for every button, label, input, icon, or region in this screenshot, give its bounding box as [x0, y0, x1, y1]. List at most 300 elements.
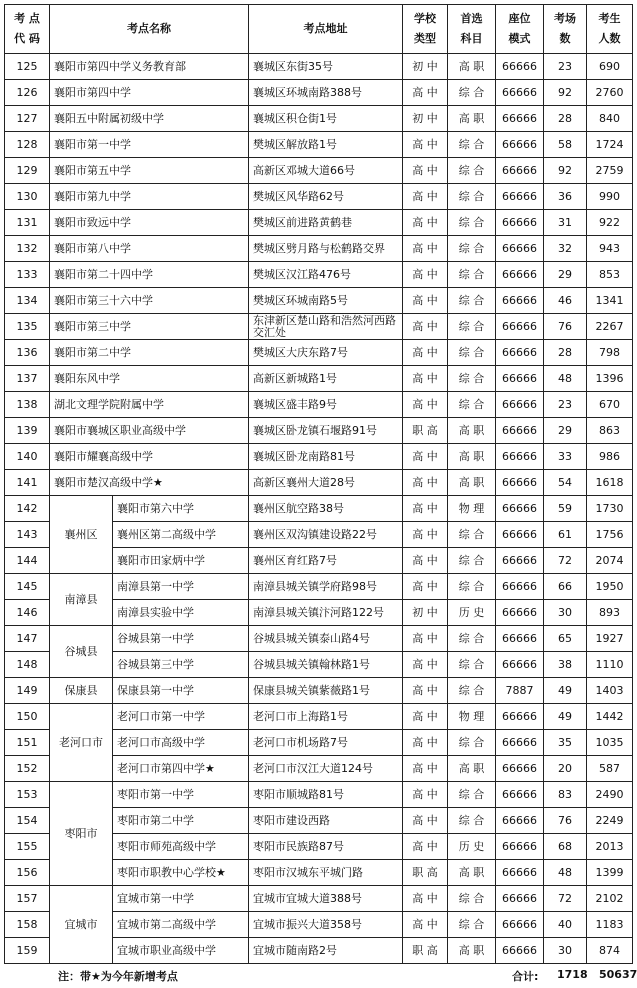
cell-school-type: 高 中: [403, 912, 448, 938]
cell-name: 襄阳市第二中学: [50, 340, 249, 366]
cell-address: 樊城区大庆东路7号: [249, 340, 403, 366]
cell-name: 襄阳市致远中学: [50, 210, 249, 236]
cell-code: 143: [5, 522, 50, 548]
cell-subject: 综 合: [448, 522, 496, 548]
cell-seat-mode: 66666: [496, 912, 544, 938]
cell-rooms: 32: [544, 236, 587, 262]
cell-code: 133: [5, 262, 50, 288]
cell-region: 南漳县: [50, 574, 113, 626]
cell-subject: 综 合: [448, 808, 496, 834]
cell-subject: 高 职: [448, 444, 496, 470]
table-row: [5, 704, 633, 730]
cell-region: 枣阳市: [50, 782, 113, 886]
cell-code: 151: [5, 730, 50, 756]
cell-school-type: 高 中: [403, 184, 448, 210]
cell-subject: 高 职: [448, 938, 496, 964]
cell-subject: 综 合: [448, 730, 496, 756]
cell-name: 襄阳市第八中学: [50, 236, 249, 262]
cell-code: 141: [5, 470, 50, 496]
cell-students: 1183: [587, 912, 633, 938]
cell-address: 高新区邓城大道66号: [249, 158, 403, 184]
cell-school-type: 高 中: [403, 366, 448, 392]
cell-students: 2267: [587, 314, 633, 340]
cell-students: 2074: [587, 548, 633, 574]
cell-name: 襄州区第二高级中学: [113, 522, 249, 548]
cell-subject: 综 合: [448, 652, 496, 678]
cell-code: 135: [5, 314, 50, 340]
cell-rooms: 48: [544, 860, 587, 886]
cell-seat-mode: 66666: [496, 54, 544, 80]
cell-name: 枣阳市师苑高级中学: [113, 834, 249, 860]
table-row: [5, 366, 633, 392]
cell-rooms: 31: [544, 210, 587, 236]
header-address: 考点地址: [249, 5, 403, 54]
cell-rooms: 72: [544, 886, 587, 912]
cell-school-type: 高 中: [403, 548, 448, 574]
cell-code: 155: [5, 834, 50, 860]
cell-school-type: 高 中: [403, 262, 448, 288]
cell-school-type: 初 中: [403, 54, 448, 80]
cell-school-type: 高 中: [403, 522, 448, 548]
cell-name: 谷城县第三中学: [113, 652, 249, 678]
cell-students: 1396: [587, 366, 633, 392]
cell-address: 樊城区劈月路与松鹤路交界: [249, 236, 403, 262]
cell-seat-mode: 66666: [496, 834, 544, 860]
cell-code: 152: [5, 756, 50, 782]
cell-code: 136: [5, 340, 50, 366]
cell-rooms: 92: [544, 80, 587, 106]
table-row: [5, 340, 633, 366]
header-seat-mode: 座位 模式: [496, 5, 544, 54]
cell-school-type: 高 中: [403, 158, 448, 184]
cell-students: 1399: [587, 860, 633, 886]
cell-name: 湖北文理学院附属中学: [50, 392, 249, 418]
cell-address: 南漳县城关镇汴河路122号: [249, 600, 403, 626]
cell-subject: 综 合: [448, 158, 496, 184]
cell-seat-mode: 66666: [496, 236, 544, 262]
cell-code: 154: [5, 808, 50, 834]
cell-seat-mode: 66666: [496, 600, 544, 626]
cell-subject: 综 合: [448, 184, 496, 210]
cell-rooms: 28: [544, 340, 587, 366]
cell-address: 谷城县城关镇翰林路1号: [249, 652, 403, 678]
cell-school-type: 高 中: [403, 886, 448, 912]
cell-students: 2759: [587, 158, 633, 184]
cell-students: 1442: [587, 704, 633, 730]
cell-rooms: 49: [544, 678, 587, 704]
cell-code: 148: [5, 652, 50, 678]
cell-address: 枣阳市建设西路: [249, 808, 403, 834]
cell-school-type: 高 中: [403, 496, 448, 522]
cell-rooms: 65: [544, 626, 587, 652]
footer-note: 注：带★为今年新增考点: [58, 970, 178, 983]
cell-school-type: 高 中: [403, 392, 448, 418]
cell-code: 158: [5, 912, 50, 938]
cell-code: 150: [5, 704, 50, 730]
table-row: [5, 236, 633, 262]
table-row: [5, 678, 633, 704]
cell-name: 枣阳市第二中学: [113, 808, 249, 834]
cell-name: 枣阳市第一中学: [113, 782, 249, 808]
table-row: [5, 314, 633, 340]
cell-name: 襄阳市第九中学: [50, 184, 249, 210]
cell-school-type: 高 中: [403, 756, 448, 782]
cell-seat-mode: 66666: [496, 652, 544, 678]
cell-rooms: 23: [544, 54, 587, 80]
cell-subject: 综 合: [448, 678, 496, 704]
cell-address: 襄城区盛丰路9号: [249, 392, 403, 418]
cell-students: 2490: [587, 782, 633, 808]
cell-seat-mode: 66666: [496, 860, 544, 886]
cell-subject: 高 职: [448, 756, 496, 782]
cell-name: 襄阳市第五中学: [50, 158, 249, 184]
cell-subject: 综 合: [448, 392, 496, 418]
cell-name: 襄阳五中附属初级中学: [50, 106, 249, 132]
cell-address: 南漳县城关镇学府路98号: [249, 574, 403, 600]
cell-name: 宜城市职业高级中学: [113, 938, 249, 964]
cell-subject: 历 史: [448, 834, 496, 860]
cell-name: 襄阳市第四中学义务教育部: [50, 54, 249, 80]
cell-school-type: 高 中: [403, 574, 448, 600]
table-row: [5, 392, 633, 418]
cell-rooms: 92: [544, 158, 587, 184]
cell-seat-mode: 66666: [496, 938, 544, 964]
cell-name: 枣阳市职教中心学校★: [113, 860, 249, 886]
cell-code: 140: [5, 444, 50, 470]
cell-code: 132: [5, 236, 50, 262]
cell-seat-mode: 66666: [496, 210, 544, 236]
cell-school-type: 高 中: [403, 834, 448, 860]
cell-subject: 高 职: [448, 106, 496, 132]
cell-rooms: 46: [544, 288, 587, 314]
cell-seat-mode: 66666: [496, 366, 544, 392]
table-row: [5, 158, 633, 184]
cell-subject: 历 史: [448, 600, 496, 626]
cell-students: 587: [587, 756, 633, 782]
cell-address: 宜城市振兴大道358号: [249, 912, 403, 938]
cell-name: 老河口市高级中学: [113, 730, 249, 756]
cell-school-type: 高 中: [403, 340, 448, 366]
cell-rooms: 33: [544, 444, 587, 470]
cell-seat-mode: 66666: [496, 444, 544, 470]
cell-code: 130: [5, 184, 50, 210]
cell-name: 襄阳市襄城区职业高级中学: [50, 418, 249, 444]
cell-address: 襄州区航空路38号: [249, 496, 403, 522]
table-row: [5, 262, 633, 288]
cell-address: 樊城区解放路1号: [249, 132, 403, 158]
cell-code: 137: [5, 366, 50, 392]
cell-name: 南漳县第一中学: [113, 574, 249, 600]
cell-students: 893: [587, 600, 633, 626]
cell-rooms: 35: [544, 730, 587, 756]
cell-students: 670: [587, 392, 633, 418]
cell-subject: 综 合: [448, 574, 496, 600]
cell-subject: 综 合: [448, 288, 496, 314]
cell-subject: 高 职: [448, 54, 496, 80]
table-row: [5, 80, 633, 106]
cell-code: 134: [5, 288, 50, 314]
cell-address: 襄州区育红路7号: [249, 548, 403, 574]
cell-address: 襄城区卧龙南路81号: [249, 444, 403, 470]
cell-name: 谷城县第一中学: [113, 626, 249, 652]
cell-subject: 高 职: [448, 418, 496, 444]
cell-address: 枣阳市民族路87号: [249, 834, 403, 860]
cell-subject: 综 合: [448, 548, 496, 574]
cell-students: 990: [587, 184, 633, 210]
cell-rooms: 23: [544, 392, 587, 418]
cell-seat-mode: 66666: [496, 392, 544, 418]
cell-students: 922: [587, 210, 633, 236]
cell-name: 宜城市第二高级中学: [113, 912, 249, 938]
cell-code: 127: [5, 106, 50, 132]
cell-seat-mode: 66666: [496, 626, 544, 652]
cell-rooms: 76: [544, 314, 587, 340]
cell-subject: 高 职: [448, 860, 496, 886]
header-code: 考 点 代 码: [5, 5, 50, 54]
total-rooms: 1718: [557, 968, 588, 981]
cell-school-type: 高 中: [403, 470, 448, 496]
cell-students: 1950: [587, 574, 633, 600]
cell-region: 谷城县: [50, 626, 113, 678]
cell-seat-mode: 66666: [496, 80, 544, 106]
cell-seat-mode: 66666: [496, 808, 544, 834]
table-row: [5, 132, 633, 158]
cell-rooms: 36: [544, 184, 587, 210]
cell-region: 襄州区: [50, 496, 113, 574]
header-subject: 首选 科目: [448, 5, 496, 54]
cell-rooms: 28: [544, 106, 587, 132]
cell-region: 保康县: [50, 678, 113, 704]
cell-address: 高新区新城路1号: [249, 366, 403, 392]
cell-address: 老河口市机场路7号: [249, 730, 403, 756]
table-body: [5, 54, 633, 964]
table-row: [5, 496, 633, 522]
cell-seat-mode: 66666: [496, 730, 544, 756]
total-students: 50637: [599, 968, 637, 981]
cell-school-type: 高 中: [403, 652, 448, 678]
cell-rooms: 48: [544, 366, 587, 392]
cell-school-type: 初 中: [403, 106, 448, 132]
cell-address: 襄州区双沟镇建设路22号: [249, 522, 403, 548]
cell-address: 枣阳市汉城东平城门路: [249, 860, 403, 886]
cell-students: 1341: [587, 288, 633, 314]
cell-school-type: 高 中: [403, 808, 448, 834]
cell-seat-mode: 66666: [496, 418, 544, 444]
cell-rooms: 38: [544, 652, 587, 678]
cell-students: 1724: [587, 132, 633, 158]
cell-code: 129: [5, 158, 50, 184]
header-school-type: 学校 类型: [403, 5, 448, 54]
cell-rooms: 61: [544, 522, 587, 548]
cell-name: 襄阳市第二十四中学: [50, 262, 249, 288]
cell-name: 保康县第一中学: [113, 678, 249, 704]
cell-code: 159: [5, 938, 50, 964]
cell-address: 老河口市上海路1号: [249, 704, 403, 730]
table-row: [5, 470, 633, 496]
cell-name: 襄阳市耀襄高级中学: [50, 444, 249, 470]
cell-name: 襄阳市第一中学: [50, 132, 249, 158]
table-row: [5, 184, 633, 210]
cell-name: 襄阳市第四中学: [50, 80, 249, 106]
cell-seat-mode: 66666: [496, 470, 544, 496]
cell-seat-mode: 66666: [496, 496, 544, 522]
cell-address: 保康县城关镇紫薇路1号: [249, 678, 403, 704]
cell-rooms: 29: [544, 262, 587, 288]
header-name: 考点名称: [50, 5, 249, 54]
cell-address: 襄城区环城南路388号: [249, 80, 403, 106]
table-row: [5, 106, 633, 132]
cell-subject: 综 合: [448, 912, 496, 938]
table-footer: [0, 966, 637, 986]
cell-seat-mode: 66666: [496, 158, 544, 184]
cell-subject: 综 合: [448, 236, 496, 262]
cell-seat-mode: 66666: [496, 756, 544, 782]
table-row: [5, 418, 633, 444]
cell-students: 863: [587, 418, 633, 444]
cell-students: 1756: [587, 522, 633, 548]
cell-school-type: 高 中: [403, 132, 448, 158]
cell-subject: 综 合: [448, 262, 496, 288]
header-rooms: 考场 数: [544, 5, 587, 54]
cell-code: 146: [5, 600, 50, 626]
cell-rooms: 59: [544, 496, 587, 522]
cell-school-type: 职 高: [403, 418, 448, 444]
cell-code: 142: [5, 496, 50, 522]
table-row: [5, 574, 633, 600]
cell-students: 2249: [587, 808, 633, 834]
cell-school-type: 高 中: [403, 678, 448, 704]
cell-school-type: 高 中: [403, 314, 448, 340]
cell-code: 131: [5, 210, 50, 236]
cell-address: 高新区襄州大道28号: [249, 470, 403, 496]
cell-school-type: 高 中: [403, 236, 448, 262]
cell-code: 125: [5, 54, 50, 80]
cell-seat-mode: 66666: [496, 262, 544, 288]
cell-name: 老河口市第四中学★: [113, 756, 249, 782]
table-row: [5, 444, 633, 470]
table-row: [5, 54, 633, 80]
cell-rooms: 83: [544, 782, 587, 808]
cell-address: 谷城县城关镇泰山路4号: [249, 626, 403, 652]
cell-address: 宜城市宜城大道388号: [249, 886, 403, 912]
cell-rooms: 20: [544, 756, 587, 782]
cell-subject: 综 合: [448, 626, 496, 652]
cell-address: 老河口市汉江大道124号: [249, 756, 403, 782]
cell-students: 986: [587, 444, 633, 470]
cell-students: 1730: [587, 496, 633, 522]
table-row: [5, 626, 633, 652]
cell-school-type: 高 中: [403, 210, 448, 236]
cell-address: 襄城区东街35号: [249, 54, 403, 80]
cell-code: 149: [5, 678, 50, 704]
cell-code: 153: [5, 782, 50, 808]
cell-seat-mode: 7887: [496, 678, 544, 704]
cell-rooms: 66: [544, 574, 587, 600]
cell-name: 襄阳市田家炳中学: [113, 548, 249, 574]
cell-name: 襄阳市第三中学: [50, 314, 249, 340]
cell-students: 853: [587, 262, 633, 288]
cell-code: 147: [5, 626, 50, 652]
cell-students: 874: [587, 938, 633, 964]
cell-seat-mode: 66666: [496, 184, 544, 210]
cell-students: 2102: [587, 886, 633, 912]
cell-subject: 综 合: [448, 886, 496, 912]
header-students: 考生 人数: [587, 5, 633, 54]
cell-subject: 物 理: [448, 496, 496, 522]
cell-code: 138: [5, 392, 50, 418]
cell-rooms: 72: [544, 548, 587, 574]
cell-students: 1618: [587, 470, 633, 496]
cell-name: 老河口市第一中学: [113, 704, 249, 730]
cell-students: 840: [587, 106, 633, 132]
cell-address: 樊城区风华路62号: [249, 184, 403, 210]
table-row: [5, 288, 633, 314]
cell-code: 156: [5, 860, 50, 886]
cell-rooms: 58: [544, 132, 587, 158]
cell-school-type: 高 中: [403, 288, 448, 314]
cell-code: 126: [5, 80, 50, 106]
cell-subject: 综 合: [448, 314, 496, 340]
cell-students: 1403: [587, 678, 633, 704]
cell-subject: 综 合: [448, 782, 496, 808]
cell-school-type: 初 中: [403, 600, 448, 626]
cell-school-type: 高 中: [403, 80, 448, 106]
exam-site-table: [4, 4, 633, 964]
cell-rooms: 30: [544, 938, 587, 964]
cell-seat-mode: 66666: [496, 340, 544, 366]
cell-students: 2013: [587, 834, 633, 860]
cell-region: 宜城市: [50, 886, 113, 964]
cell-seat-mode: 66666: [496, 574, 544, 600]
cell-seat-mode: 66666: [496, 132, 544, 158]
table-row: [5, 782, 633, 808]
cell-subject: 物 理: [448, 704, 496, 730]
cell-code: 145: [5, 574, 50, 600]
cell-school-type: 高 中: [403, 626, 448, 652]
cell-address: 宜城市随南路2号: [249, 938, 403, 964]
cell-school-type: 职 高: [403, 938, 448, 964]
cell-rooms: 40: [544, 912, 587, 938]
cell-address: 襄城区卧龙镇石堰路91号: [249, 418, 403, 444]
cell-code: 157: [5, 886, 50, 912]
cell-seat-mode: 66666: [496, 314, 544, 340]
cell-rooms: 49: [544, 704, 587, 730]
cell-seat-mode: 66666: [496, 548, 544, 574]
cell-school-type: 高 中: [403, 782, 448, 808]
cell-school-type: 高 中: [403, 444, 448, 470]
cell-code: 139: [5, 418, 50, 444]
cell-seat-mode: 66666: [496, 288, 544, 314]
cell-address: 樊城区环城南路5号: [249, 288, 403, 314]
cell-subject: 综 合: [448, 366, 496, 392]
cell-subject: 综 合: [448, 80, 496, 106]
cell-name: 宜城市第一中学: [113, 886, 249, 912]
cell-subject: 综 合: [448, 210, 496, 236]
cell-code: 128: [5, 132, 50, 158]
cell-address: 樊城区前进路黄鹤巷: [249, 210, 403, 236]
cell-seat-mode: 66666: [496, 522, 544, 548]
cell-rooms: 29: [544, 418, 587, 444]
cell-name: 襄阳市楚汉高级中学★: [50, 470, 249, 496]
cell-school-type: 高 中: [403, 704, 448, 730]
cell-seat-mode: 66666: [496, 886, 544, 912]
cell-students: 1110: [587, 652, 633, 678]
cell-subject: 综 合: [448, 340, 496, 366]
table-header-row: [5, 5, 633, 54]
cell-address: 东津新区楚山路和浩然河西路交汇处: [249, 314, 403, 340]
total-label: 合计:: [512, 970, 539, 983]
cell-rooms: 30: [544, 600, 587, 626]
